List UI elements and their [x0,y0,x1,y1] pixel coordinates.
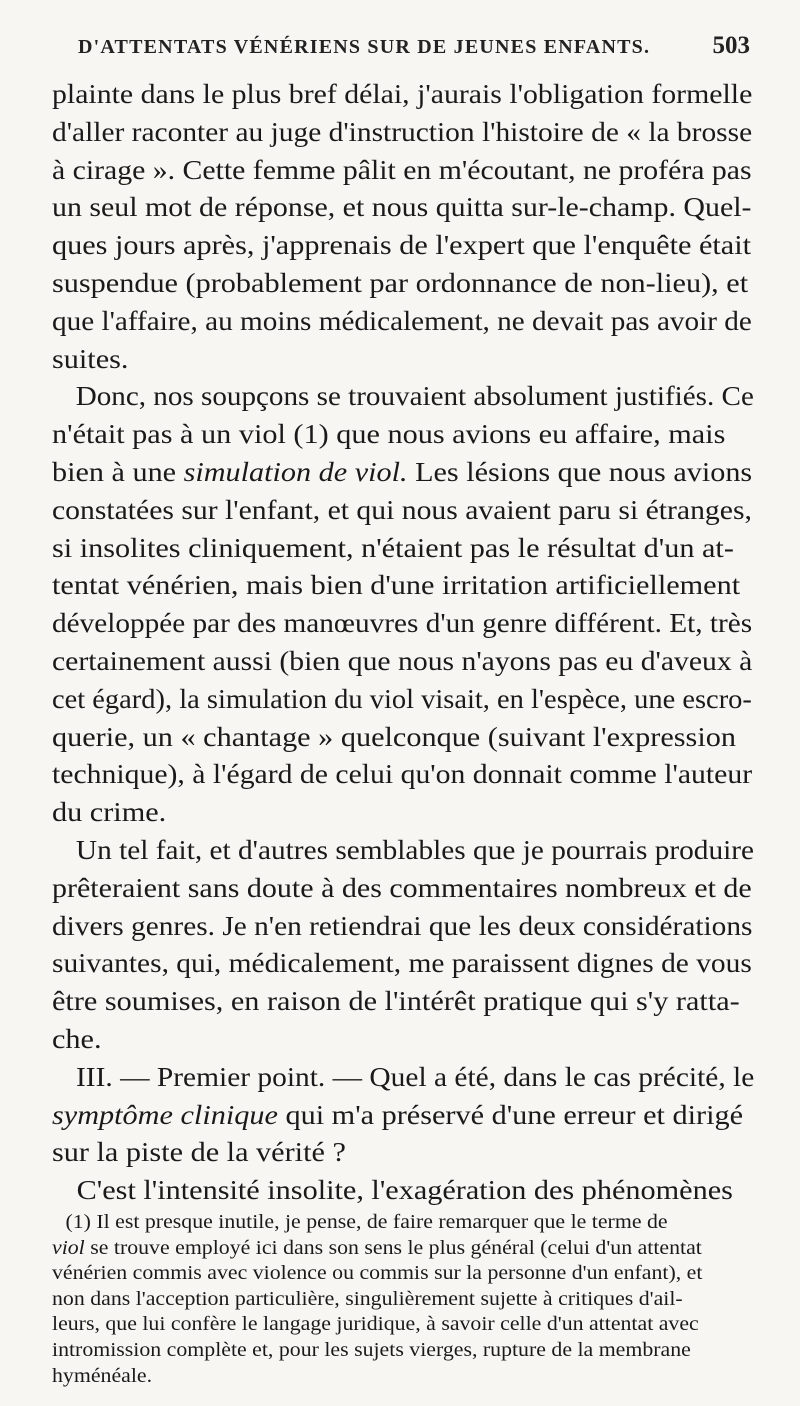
footnote-line: intromission complète et, pour les sujets vierges, rupture de la membrane [52,1339,691,1361]
footnote [52,1210,752,1389]
text-line: que l'affaire, au moins médicalement, ne devait pas avoir de [52,305,752,336]
text-line: développée par des manœuvres d'un genre différent. Et, très [52,608,753,639]
text-line: Un tel fait, et d'autres semblables que je pourrais produire [75,834,755,865]
text-run: se trouve employé ici dans son sens le plus général (celui d'un attentat [84,1237,702,1259]
italic-term: viol [52,1237,85,1259]
footnote-line [52,1236,800,1262]
text-line [52,454,800,492]
text-line: certainement aussi (bien que nous n'ayons pas eu d'aveux à [52,645,753,676]
page-header [50,32,750,66]
footnote-line: hyménéale. [52,1365,153,1387]
body-text [52,76,755,1210]
running-head: D'ATTENTATS VÉNÉRIENS SUR DE JEUNES ENFANTS. [78,36,651,58]
italic-term: symptôme clinique [52,1099,278,1130]
text-run: qui m'a préservé d'une erreur et dirigé [277,1099,744,1130]
text-line: suivantes, qui, médicalement, me paraissent dignes de vous [52,948,752,979]
paragraph-1 [52,76,752,378]
text-run: bien à une [52,456,184,487]
text-line: constatées sur l'enfant, et qui nous avaient paru si étranges, [52,494,752,525]
text-line: sur la piste de la vérité ? [52,1137,346,1168]
text-line: suites. [52,343,129,374]
text-line: cet égard), la simulation du viol visait, en l'espèce, une escro- [52,683,752,714]
text-line: suspendue (probablement par ordonnance de non-lieu), et [52,267,749,298]
text-line: être soumises, en raison de l'intérêt pratique qui s'y ratta- [52,986,740,1017]
text-line: querie, un « chantage » quelconque (suivant l'expression [52,721,736,752]
paragraph-5 [52,1172,752,1210]
text-line: divers genres. Je n'en retiendrai que les deux considérations [52,910,753,941]
footnote-line: (1) Il est presque inutile, je pense, de faire remarquer que le terme de [65,1212,668,1233]
text-line [52,1097,800,1135]
text-line: à cirage ». Cette femme pâlit en m'écoutant, ne proféra pas [52,154,752,185]
footnote-line: leurs, que lui confère le langage juridique, à savoir celle d'un attentat avec [52,1314,699,1336]
text-line: technique), à l'égard de celui qu'on donnait comme l'auteur [52,759,753,790]
text-line: d'aller raconter au juge d'instruction l'histoire de « la brosse [52,116,753,147]
text-line: si insolites cliniquement, n'étaient pas le résultat d'un at- [52,532,734,563]
text-line: che. [52,1023,102,1054]
text-line: prêteraient sans doute à des commentaires nombreux et de [52,872,752,903]
text-line: III. — Premier point. — Quel a été, dans le cas précité, le [75,1061,755,1092]
text-line: du crime. [52,797,167,828]
italic-term: simulation de viol. [183,456,408,487]
text-line: Donc, nos soupçons se trouvaient absolument justifiés. Ce [75,381,754,412]
paragraph-3 [52,832,755,1059]
footnote-line: non dans l'acception particulière, singulièrement sujette à critiques d'ail- [52,1288,683,1310]
footnote-line: vénérien commis avec violence ou commis sur la personne d'un enfant), et [52,1263,703,1285]
text-line: C'est l'intensité insolite, l'exagération des phénomènes [76,1175,733,1206]
paragraph-4 [52,1059,755,1172]
text-line: n'était pas à un viol (1) que nous avions eu affaire, mais [52,419,726,450]
text-line: ques jours après, j'apprenais de l'expert que l'enquête était [52,230,752,261]
page-number: 503 [712,32,750,59]
text-line: plainte dans le plus bref délai, j'aurais l'obligation formelle [52,79,753,109]
paragraph-2 [52,378,752,832]
text-line: un seul mot de réponse, et nous quitta sur-le-champ. Quel- [52,192,752,223]
text-line: tentat vénérien, mais bien d'une irritation artificiellement [52,570,741,601]
text-run: Les lésions que nous avions [407,456,753,487]
